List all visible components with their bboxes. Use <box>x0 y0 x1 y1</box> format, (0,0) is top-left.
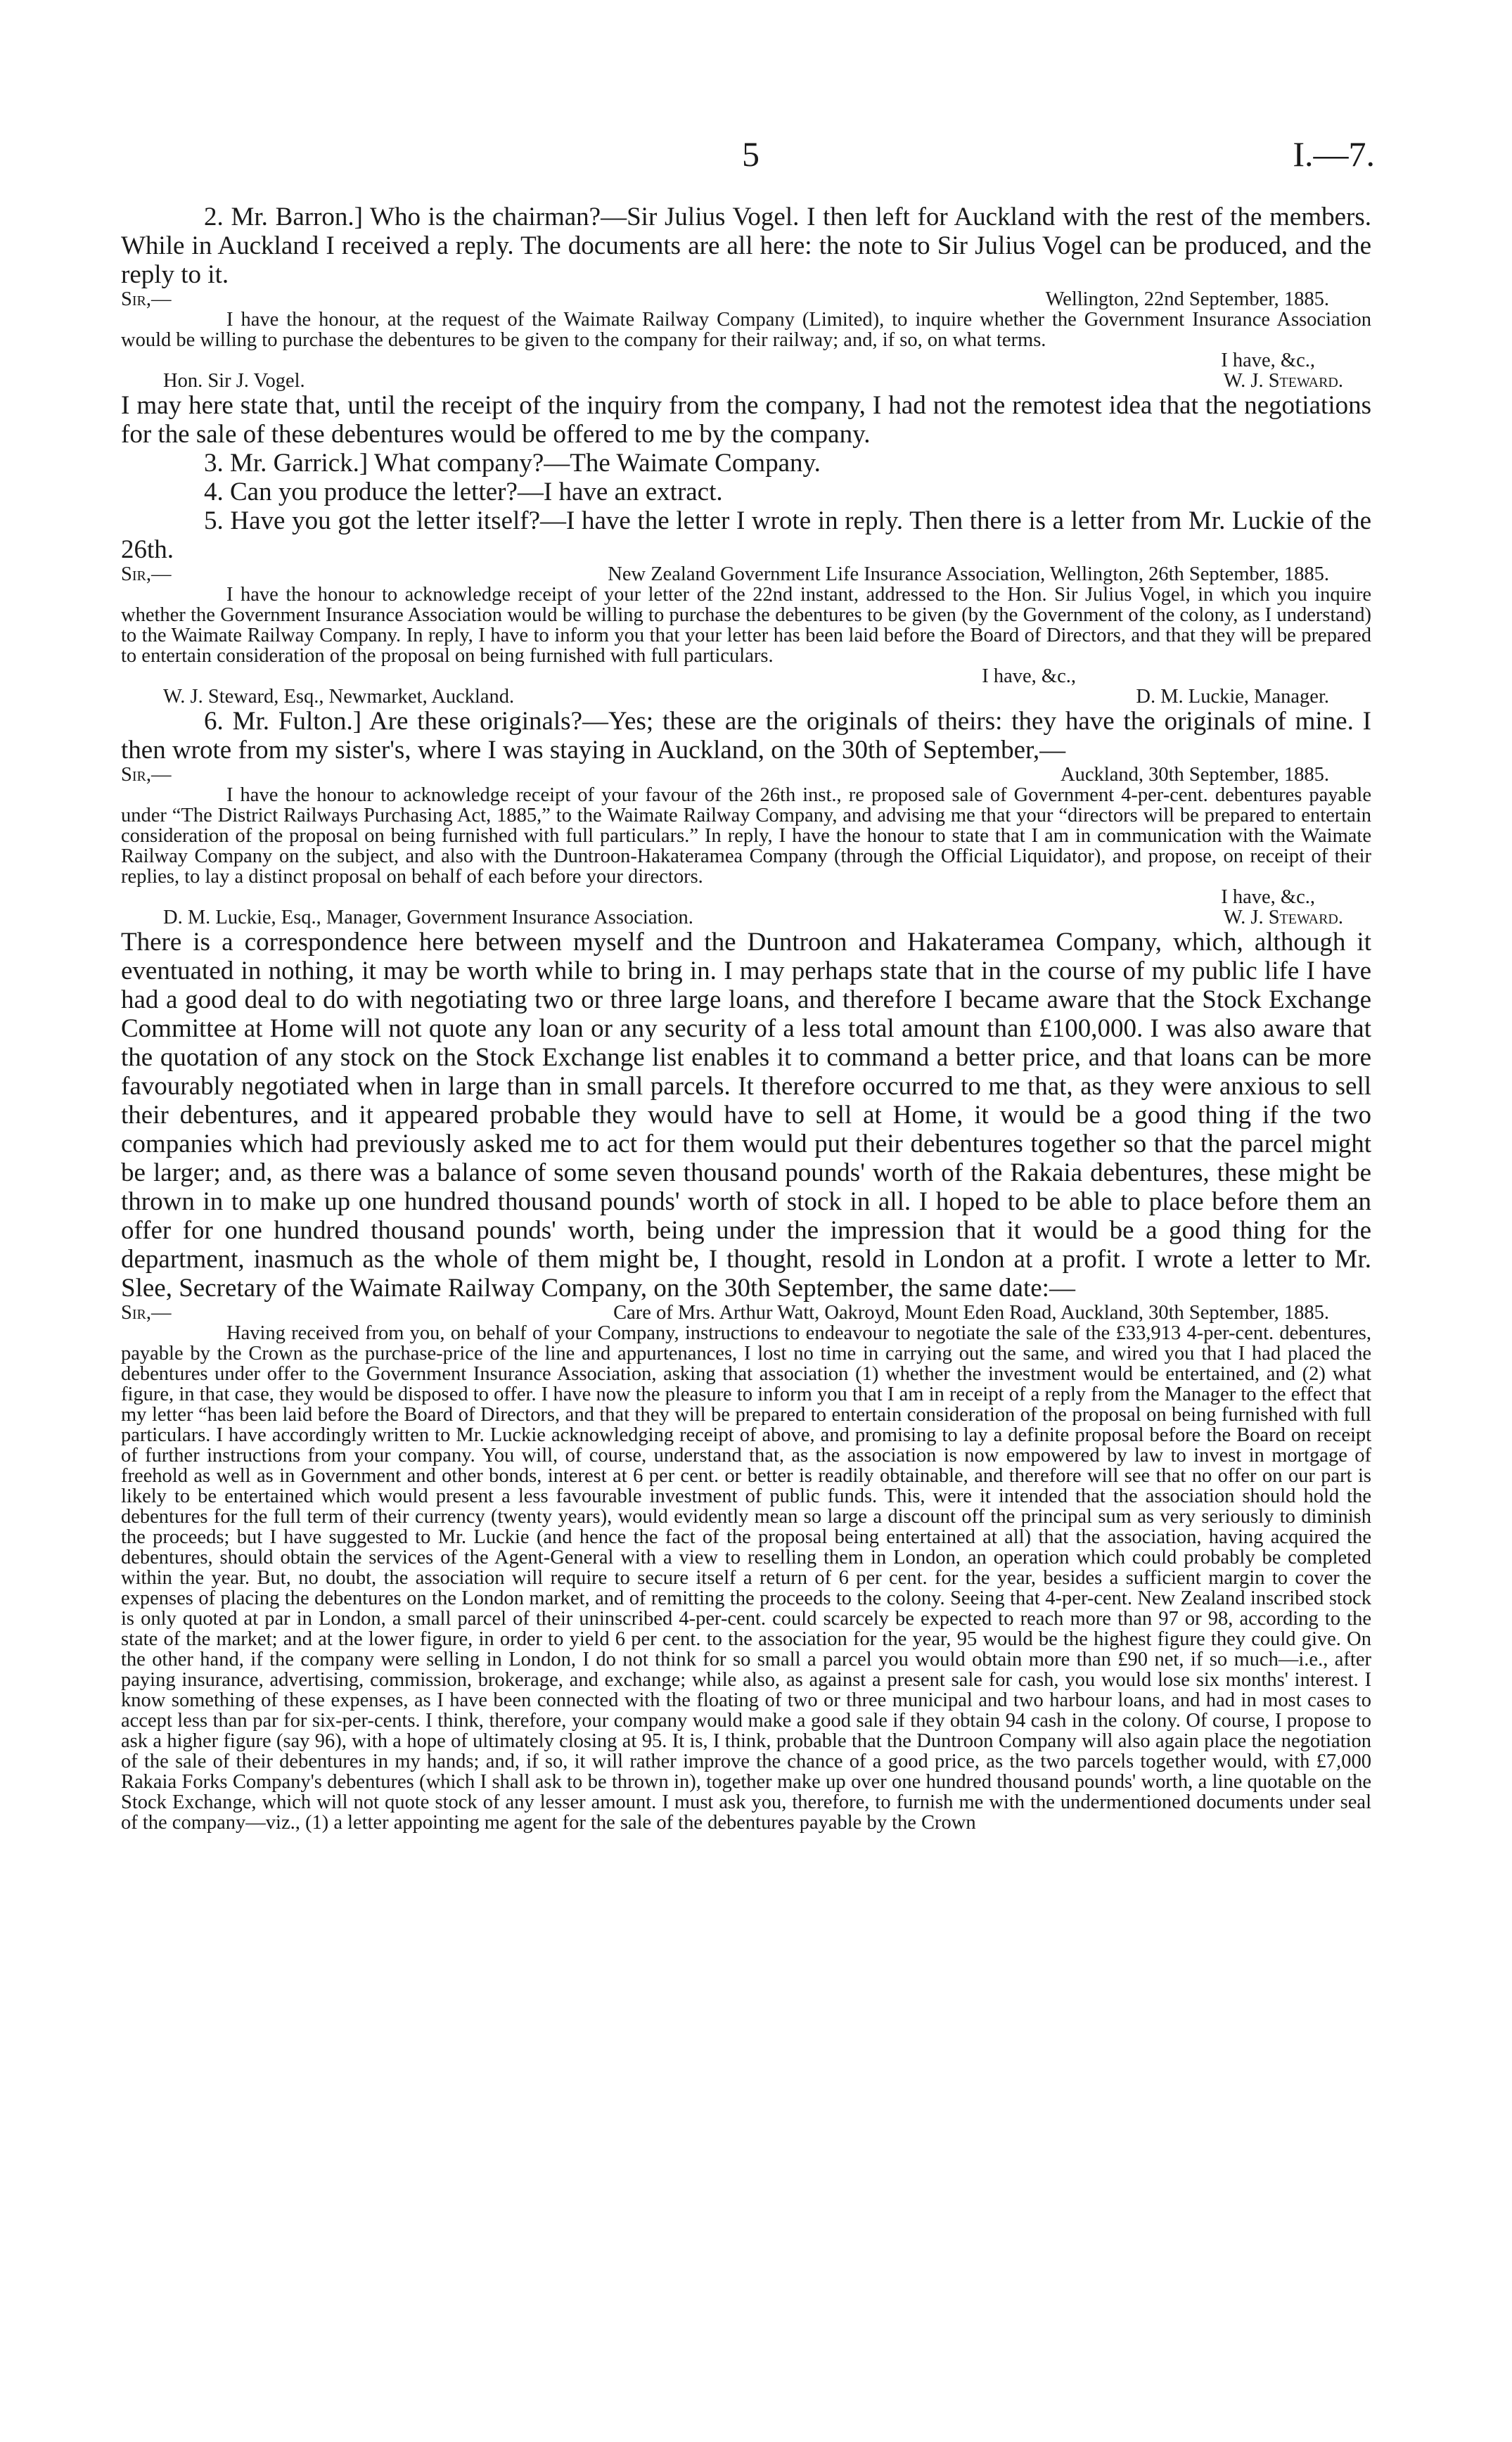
letter-3-signature: W. J. Steward. <box>1223 907 1343 928</box>
paragraph-correspondence: There is a correspondence here between myself and the Duntroon and Hakateramea Company, which, although it eventuated in nothing, it may be worth while to bring in. I may perhaps state that in the course of my public life I have had a good deal to do with negotiating two or three large loans, and therefore I became aware that the Stock Exchange Committee at Home will not quote any loan or any security of a less total amount than £100,000. I was also aware that the quotation of any stock on the Stock Exchange list enables it to command a better price, and that loans can be more favourably negotiated when in large than in small parcels. It therefore occurred to me that, as they were anxious to sell their debentures, and it appeared probable they would have to sell at Home, it would be a good thing if the two companies which had previously asked me to act for them would put their debentures together so that the parcel might be larger; and, as there was a balance of some seven thousand pounds' worth of the Rakaia debentures, these might be thrown in to make up one hundred thousand pounds' worth of stock in all. I hoped to be able to place before them an offer for one hundred thousand pounds' worth, being under the impression that it would be a good thing for the department, inasmuch as the whole of them might be, I thought, resold in London at a profit. I wrote a letter to Mr. Slee, Secretary of the Waimate Railway Company, on the 30th September, the same date:— <box>121 928 1371 1303</box>
page-number: 5 <box>742 134 760 174</box>
letter-3-addressee: D. M. Luckie, Esq., Manager, Government Insurance Association. <box>163 907 693 928</box>
letter-1-heading <box>121 289 1371 309</box>
letter-1-text: I have the honour, at the request of the Waimate Railway Company (Limited), to inquire whether the Government Insurance Association would be willing to purchase the debentures to be given to the company for their railway; and, if so, on what terms. <box>121 309 1371 351</box>
letter-3-footer <box>121 907 1371 928</box>
paper-reference: I.—7. <box>1293 134 1375 174</box>
letter-1-addressee: Hon. Sir J. Vogel. <box>163 370 305 392</box>
document-body <box>121 203 1371 1833</box>
letter-3-text: I have the honour to acknowledge receipt of your favour of the 26th inst., re proposed sale of Government 4-per-cent. debentures payable under “The District Railways Purchasing Act, 1885,” to the Waimate Railway Company, and advising me that your “directors will be prepared to entertain consideration of the proposal on being furnished with full particulars.” In reply, I have the honour to state that I am in communication with the Waimate Railway Company on the subject, and also with the Duntroon-Hakateramea Company (through the Official Liquidator), and propose, on receipt of their replies, to lay a distinct proposal on behalf of each before your directors. <box>121 784 1371 888</box>
paragraph-remote: I may here state that, until the receipt of the inquiry from the company, I had not the remotest idea that the negotiations for the sale of these debentures would be offered to me by the company. <box>121 391 1371 449</box>
letter-2-addressee: W. J. Steward, Esq., Newmarket, Auckland. <box>163 686 515 708</box>
letter-4-text: Having received from you, on behalf of your Company, instructions to endeavour to negotiate the sale of the £33,913 4-per-cent. debentures, payable by the Crown as the purchase-price of the line and appurtenances, I lost no time in carrying out the same, and wired you that I had placed the debentures under offer to the Government Insurance Association, asking that association (1) whether the investment would be entertained, and (2) what figure, in that case, they would be disposed to offer. I have now the pleasure to inform you that I am in receipt of a reply from the Manager to the effect that my letter “has been laid before the Board of Directors, and that they will be prepared to entertain consideration of the proposal on being furnished with full particulars. I have accordingly written to Mr. Luckie acknowledging receipt of above, and promising to lay a definite proposal before the Board on receipt of further instructions from your company. You will, of course, understand that, as the association is now empowered by law to invest in mortgage of freehold as well as in Government and other bonds, interest at 6 per cent. or better is readily obtainable, and therefore will see that no offer on our part is likely to be entertained which would present a less favourable investment of public funds. This, were it intended that the association should hold the debentures for the full term of their currency (twenty years), would evidently mean so large a discount off the principal sum as very seriously to diminish the proceeds; but I have suggested to Mr. Luckie (and hence the fact of the proposal being entertained at all) that the association, having acquired the debentures, should obtain the services of the Agent-General with a view to reselling them in London, an operation which could probably be completed within the year. But, no doubt, the association will require to secure itself a return of 6 per cent. for the year, besides a sufficient margin to cover the expenses of placing the debentures on the London market, and of remitting the proceeds to the colony. Seeing that 4-per-cent. New Zealand inscribed stock is only quoted at par in London, a small parcel of their uninscribed 4-per-cent. could scarcely be expected to reach more than 97 or 98, according to the state of the market; and at the lower figure, in order to yield 6 per cent. to the association for the year, 95 would be the highest figure they could give. On the other hand, if the company were selling in London, I do not think for so small a parcel you would obtain more than £90 net, if so much—i.e., after paying insurance, advertising, commission, brokerage, and exchange; while also, as against a present sale for cash, you would lose six months' interest. I know something of these expenses, as I have been connected with the floating of two or three municipal and two harbour loans, and had in most cases to accept less than par for six-per-cents. I think, therefore, your company would make a good sale if they obtain 94 cash in the colony. Of course, I propose to ask a higher figure (say 96), with a hope of ultimately closing at 95. It is, I think, probable that the Duntroon Company will also again place the negotiation of the sale of their debentures in my hands; and, if so, it will rather improve the chance of a good price, as the two parcels together would, with £7,000 Rakaia Forks Company's debentures (which I shall ask to be thrown in), together make up over one hundred thousand pounds' worth, a line quotable on the Stock Exchange, which will not quote stock of any lesser amount. I must ask you, therefore, to furnish me with the undermentioned documents under seal of the company—viz., (1) a letter appointing me agent for the sale of the debentures payable by the Crown <box>121 1322 1371 1834</box>
letter-2-text: I have the honour to acknowledge receipt of your letter of the 22nd instant, addressed to the Hon. Sir Julius Vogel, in which you inquire whether the Government Insurance Association would be willing to purchase the debentures to be given (by the Government of the colony, as I understand) to the Waimate Railway Company. In reply, I have to inform you that your letter has been laid before the Board of Directors, and that they will be prepared to entertain consideration of the proposal on being furnished with full particulars. <box>121 584 1371 667</box>
paragraph-q4: 4. Can you produce the letter?—I have an extract. <box>204 478 723 506</box>
letter-4-dateline: Care of Mrs. Arthur Watt, Oakroyd, Mount Eden Road, Auckland, 30th September, 1885. <box>613 1302 1329 1324</box>
letter-1-salutation: Sir,— <box>121 288 172 310</box>
letter-3-salutation: Sir,— <box>121 764 172 786</box>
letter-4-salutation: Sir,— <box>121 1302 172 1324</box>
paragraph-q2: 2. Mr. Barron.] Who is the chairman?—Sir Julius Vogel. I then left for Auckland with the rest of the members. While in Auckland I received a reply. The documents are all here: the note to Sir Julius Vogel can be produced, and the reply to it. <box>121 203 1371 289</box>
letter-2-salutation: Sir,— <box>121 563 172 585</box>
paragraph-q6: 6. Mr. Fulton.] Are these originals?—Yes; these are the originals of theirs: they have the originals of mine. I then wrote from my sister's, where I was staying in Auckland, on the 30th of September,— <box>121 707 1371 765</box>
paragraph-q3: 3. Mr. Garrick.] What company?—The Waimate Company. <box>204 449 821 478</box>
letter-3-closing: I have, &c., <box>1221 886 1315 908</box>
letter-2-footer <box>121 686 1371 707</box>
letter-1-footer <box>121 371 1371 391</box>
letter-2-signature: D. M. Luckie, Manager. <box>1136 686 1329 708</box>
letter-2-closing: I have, &c., <box>982 665 1076 687</box>
letter-1-closing: I have, &c., <box>1221 350 1315 371</box>
letter-4-heading <box>121 1303 1371 1323</box>
letter-3-dateline: Auckland, 30th September, 1885. <box>1061 764 1329 786</box>
letter-1-dateline: Wellington, 22nd September, 1885. <box>1045 288 1329 310</box>
letter-1-signature: W. J. Steward. <box>1223 370 1343 392</box>
paragraph-q5: 5. Have you got the letter itself?—I have the letter I wrote in reply. Then there is a letter from Mr. Luckie of the 26th. <box>121 506 1371 564</box>
letter-3-heading <box>121 765 1371 785</box>
letter-2-dateline: New Zealand Government Life Insurance Association, Wellington, 26th September, 1885. <box>608 563 1329 585</box>
letter-2-heading <box>121 564 1371 584</box>
